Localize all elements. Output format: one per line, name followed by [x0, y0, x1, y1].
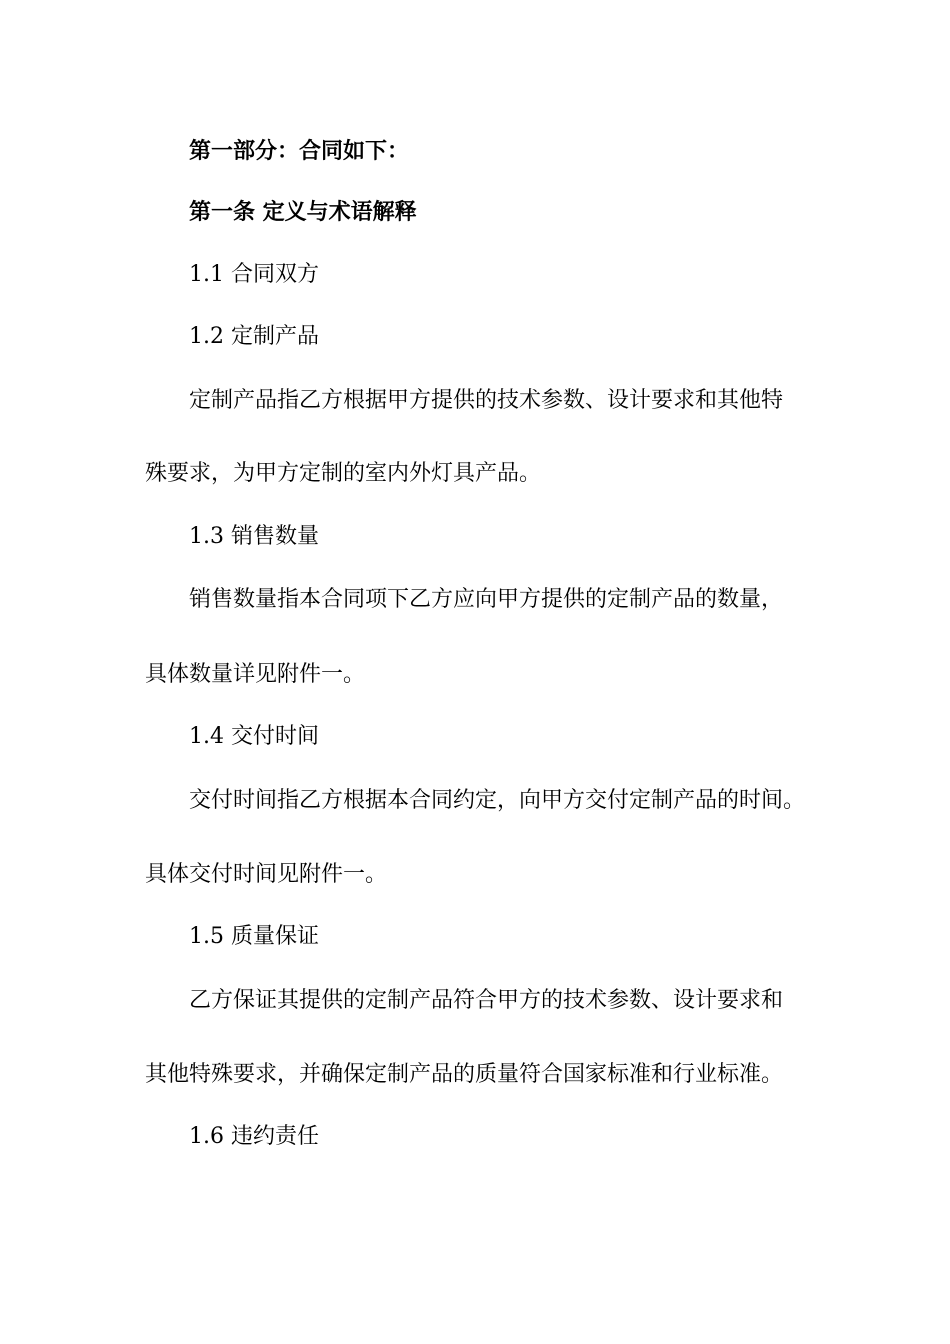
paragraph-line: 乙方保证其提供的定制产品符合甲方的技术参数、设计要求和 — [189, 988, 784, 1013]
section-heading-1-2: 1.2 定制产品 — [189, 324, 319, 349]
paragraph-line: 殊要求，为甲方定制的室内外灯具产品。 — [145, 461, 542, 486]
paragraph-line: 具体数量详见附件一。 — [145, 662, 366, 687]
paragraph-line: 交付时间指乙方根据本合同约定，向甲方交付定制产品的时间。 — [189, 788, 806, 813]
section-heading-1-3: 1.3 销售数量 — [189, 524, 319, 549]
article-heading: 第一条 定义与术语解释 — [189, 200, 417, 225]
paragraph-line: 具体交付时间见附件一。 — [145, 862, 388, 887]
part-heading: 第一部分：合同如下： — [189, 139, 410, 164]
paragraph-line: 其他特殊要求，并确保定制产品的质量符合国家标准和行业标准。 — [145, 1062, 784, 1087]
section-heading-1-1: 1.1 合同双方 — [189, 262, 319, 287]
paragraph-line: 销售数量指本合同项下乙方应向甲方提供的定制产品的数量， — [189, 587, 784, 612]
paragraph-line: 定制产品指乙方根据甲方提供的技术参数、设计要求和其他特 — [189, 388, 784, 413]
section-heading-1-6: 1.6 违约责任 — [189, 1124, 319, 1149]
section-heading-1-5: 1.5 质量保证 — [189, 924, 319, 949]
section-heading-1-4: 1.4 交付时间 — [189, 724, 319, 749]
